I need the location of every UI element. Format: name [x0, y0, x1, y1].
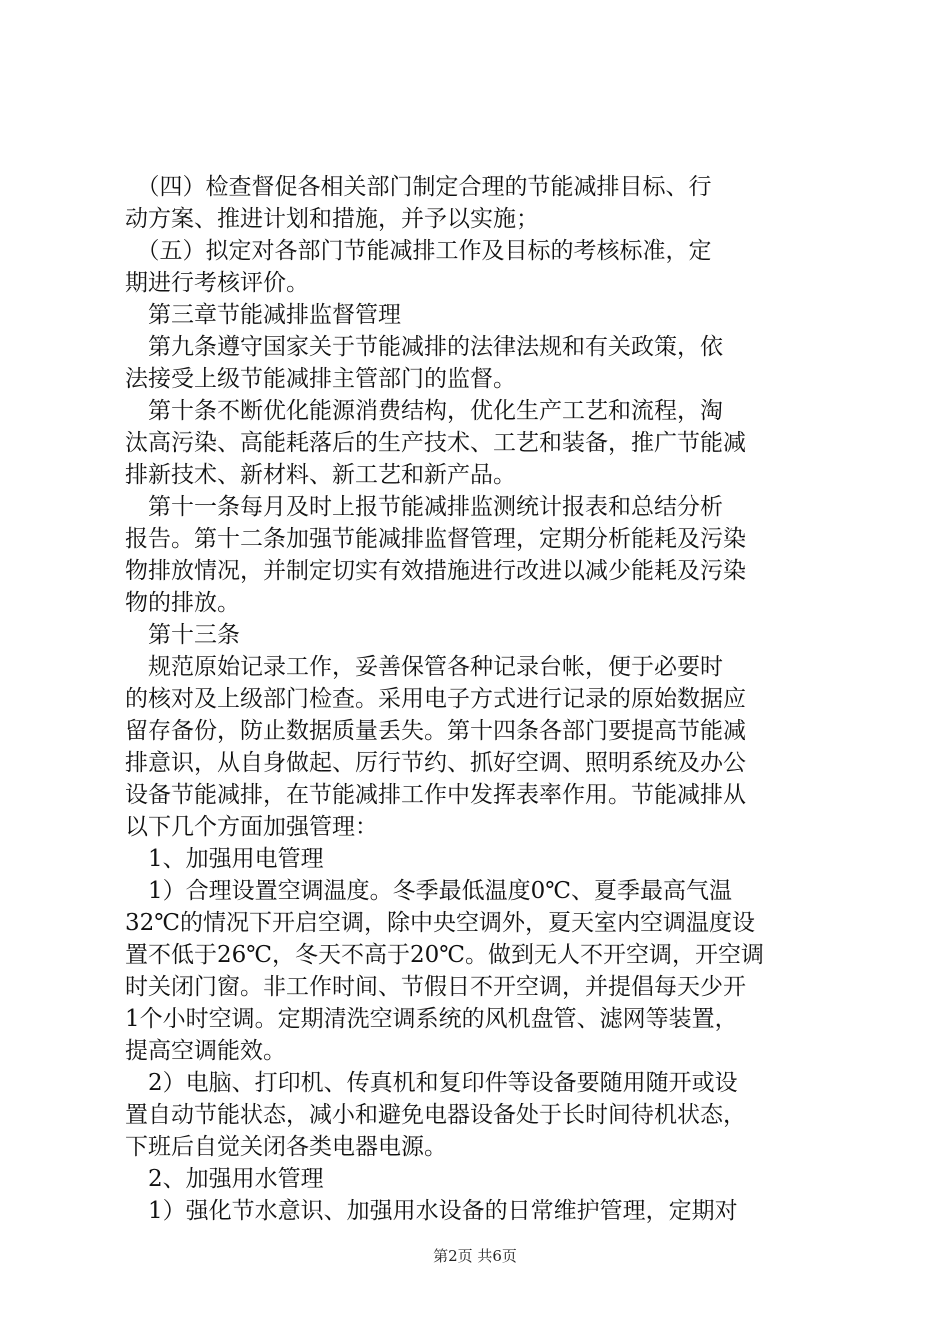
body-line: 下班后自觉关闭各类电器电源。	[125, 1134, 447, 1160]
body-line: 1个小时空调。定期清洗空调系统的风机盘管、滤网等装置，	[125, 1006, 738, 1032]
chapter-heading: 第三章节能减排监督管理	[125, 302, 401, 328]
body-line: 排意识，从自身做起、厉行节约、抓好空调、照明系统及办公	[125, 750, 746, 776]
body-line: 设备节能减排，在节能减排工作中发挥表率作用。节能减排从	[125, 782, 746, 808]
article-heading: 第十三条	[125, 622, 240, 648]
body-line: 物的排放。	[125, 590, 240, 616]
section-heading: 2、加强用水管理	[125, 1166, 324, 1192]
body-line: 置自动节能状态，减小和避免电器设备处于长时间待机状态，	[125, 1102, 746, 1128]
body-line: 规范原始记录工作，妥善保管各种记录台帐，便于必要时	[125, 654, 723, 680]
body-line: 提高空调能效。	[125, 1038, 286, 1064]
body-line: 留存备份，防止数据质量丢失。第十四条各部门要提高节能减	[125, 718, 746, 744]
section-heading: 1、加强用电管理	[125, 846, 324, 872]
body-line: 1）合理设置空调温度。冬季最低温度0℃、夏季最高气温	[125, 878, 732, 904]
body-line: 汰高污染、高能耗落后的生产技术、工艺和装备，推广节能减	[125, 430, 746, 456]
body-line: 物排放情况，并制定切实有效措施进行改进以减少能耗及污染	[125, 558, 746, 584]
body-line: 动方案、推进计划和措施，并予以实施；	[125, 206, 539, 232]
body-line: 第十条不断优化能源消费结构，优化生产工艺和流程，淘	[125, 398, 723, 424]
body-line: 法接受上级节能减排主管部门的监督。	[125, 366, 516, 392]
body-line: 2）电脑、打印机、传真机和复印件等设备要随用随开或设	[125, 1070, 738, 1096]
body-line: 第十一条每月及时上报节能减排监测统计报表和总结分析	[125, 494, 723, 520]
body-line: 32℃的情况下开启空调，除中央空调外，夏天室内空调温度设	[125, 910, 755, 936]
page-footer: 第2页 共6页	[433, 1247, 517, 1265]
body-line: 排新技术、新材料、新工艺和新产品。	[125, 462, 516, 488]
body-line: 置不低于26℃，冬天不高于20℃。做到无人不开空调，开空调	[125, 942, 764, 968]
body-line: 1）强化节水意识、加强用水设备的日常维护管理，定期对	[125, 1198, 738, 1224]
body-line: 第九条遵守国家关于节能减排的法律法规和有关政策，依	[125, 334, 723, 360]
body-line: 以下几个方面加强管理：	[125, 814, 378, 840]
body-line: 时关闭门窗。非工作时间、节假日不开空调，并提倡每天少开	[125, 974, 746, 1000]
body-line: （五）拟定对各部门节能减排工作及目标的考核标准，定	[125, 238, 712, 264]
body-line: （四）检查督促各相关部门制定合理的节能减排目标、行	[125, 174, 712, 200]
body-line: 的核对及上级部门检查。采用电子方式进行记录的原始数据应	[125, 686, 746, 712]
body-line: 报告。第十二条加强节能减排监督管理，定期分析能耗及污染	[125, 526, 746, 552]
body-line: 期进行考核评价。	[125, 270, 309, 296]
